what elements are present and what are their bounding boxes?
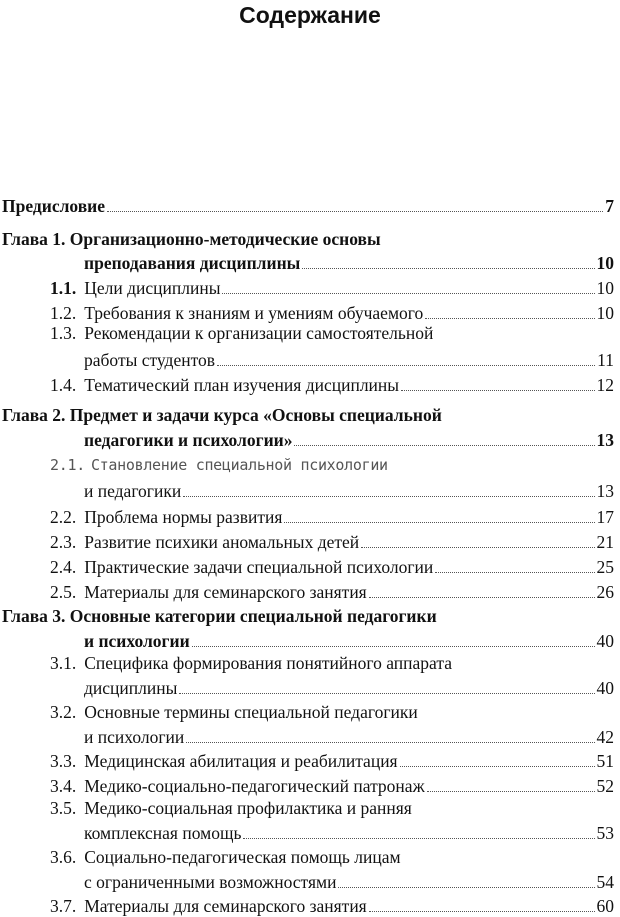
leader-dots bbox=[302, 268, 594, 269]
toc-entry-page: 13 bbox=[596, 430, 614, 450]
toc-entry-page: 10 bbox=[596, 278, 614, 298]
toc-entry-number: 2.3. bbox=[50, 532, 77, 552]
leader-dots bbox=[179, 693, 594, 694]
toc-entry-page: 54 bbox=[596, 872, 614, 892]
toc-entry-number: 3.7. bbox=[50, 896, 77, 916]
toc-entry-3-5[interactable] bbox=[84, 820, 614, 844]
toc-entry-3-2[interactable] bbox=[84, 724, 614, 748]
toc-entry-label: и психологии bbox=[84, 727, 185, 747]
toc-entry-1-4[interactable] bbox=[50, 372, 614, 396]
toc-entry-page: 10 bbox=[596, 303, 614, 323]
toc-entry-page: 11 bbox=[597, 350, 614, 370]
toc-entry-number: 3.1. bbox=[50, 653, 77, 673]
toc-entry-page: 60 bbox=[596, 896, 614, 916]
toc-entry-number: 3.4. bbox=[50, 776, 77, 796]
toc-entry-label: Предисловие bbox=[2, 196, 106, 216]
toc-entry-2-2[interactable] bbox=[50, 504, 614, 528]
toc-entry-number: 1.3. bbox=[50, 323, 77, 343]
toc-entry-number: 3.3. bbox=[50, 751, 77, 771]
toc-entry-2-1-first-line[interactable] bbox=[50, 454, 388, 476]
leader-dots bbox=[369, 597, 595, 598]
toc-entry-label: и педагогики bbox=[84, 481, 182, 501]
toc-entry-number: 1.4. bbox=[50, 375, 77, 395]
toc-entry-3-6[interactable] bbox=[84, 869, 614, 893]
toc-entry-label: Медицинская абилитация и реабилитация bbox=[84, 751, 398, 771]
toc-entry-page: 13 bbox=[596, 481, 614, 501]
toc-entry-label: Проблема нормы развития bbox=[84, 507, 283, 527]
toc-entry-label: Социально-педагогическая помощь лицам bbox=[84, 847, 401, 867]
toc-entry-3-1-first-line[interactable] bbox=[50, 652, 452, 674]
toc-entry-3-2-first-line[interactable] bbox=[50, 701, 418, 723]
leader-dots bbox=[192, 646, 595, 647]
toc-chapter-3-title[interactable]: Глава 3. Основные категории специальной педагогики bbox=[2, 606, 437, 626]
toc-entry-1-3[interactable] bbox=[84, 347, 614, 371]
toc-entry-label: Основные термины специальной педагогики bbox=[84, 702, 418, 722]
leader-dots bbox=[294, 445, 594, 446]
toc-entry-number: 3.6. bbox=[50, 847, 77, 867]
toc-entry-page: 52 bbox=[596, 776, 614, 796]
toc-entry-number: 2.2. bbox=[50, 507, 77, 527]
toc-entry-label: комплексная помощь bbox=[84, 823, 242, 843]
leader-dots bbox=[401, 390, 594, 391]
toc-entry-2-5[interactable] bbox=[50, 579, 614, 603]
toc-entry-3-7[interactable] bbox=[50, 893, 614, 917]
page-title: Содержание bbox=[239, 2, 381, 28]
toc-entry-label: Тематический план изучения дисциплины bbox=[84, 375, 400, 395]
leader-dots bbox=[361, 547, 594, 548]
leader-dots bbox=[186, 742, 594, 743]
leader-dots bbox=[338, 887, 594, 888]
toc-entry-2-3[interactable] bbox=[50, 529, 614, 553]
leader-dots bbox=[369, 911, 595, 912]
toc-entry-label: Становление специальной психологии bbox=[90, 456, 388, 474]
toc-chapter-2-title[interactable]: Глава 2. Предмет и задачи курса «Основы специальной bbox=[2, 405, 442, 425]
toc-entry-label: Медико-социальная профилактика и ранняя bbox=[84, 798, 412, 818]
toc-entry-chapter-3[interactable] bbox=[84, 628, 614, 652]
leader-dots bbox=[243, 838, 594, 839]
toc-entry-label: работы студентов bbox=[84, 350, 216, 370]
toc-entry-3-6-first-line[interactable] bbox=[50, 846, 401, 868]
toc-entry-number: 2.5. bbox=[50, 582, 77, 602]
toc-entry-label: Медико-социально-педагогический патронаж bbox=[84, 776, 425, 796]
toc-entry-page: 26 bbox=[596, 582, 614, 602]
toc-entry-label: Развитие психики аномальных детей bbox=[84, 532, 360, 552]
leader-dots bbox=[400, 766, 595, 767]
toc-entry-label: Материалы для семинарского занятия bbox=[84, 582, 367, 602]
toc-entry-label: Практические задачи специальной психологии bbox=[84, 557, 434, 577]
toc-entry-label: Цели дисциплины bbox=[84, 278, 221, 298]
toc-entry-page: 21 bbox=[596, 532, 614, 552]
toc-entry-chapter-1[interactable] bbox=[84, 250, 614, 274]
toc-entry-label: с ограниченными возможностями bbox=[84, 872, 337, 892]
toc-entry-3-5-first-line[interactable] bbox=[50, 797, 412, 819]
toc-entry-number: 3.2. bbox=[50, 702, 77, 722]
toc-entry-preface[interactable] bbox=[2, 193, 614, 217]
toc-entry-page: 53 bbox=[596, 823, 614, 843]
toc-entry-label: Рекомендации к организации самостоятельной bbox=[84, 323, 434, 343]
toc-entry-page: 51 bbox=[596, 751, 614, 771]
toc-entry-number: 1.2. bbox=[50, 303, 77, 323]
toc-entry-page: 40 bbox=[596, 631, 614, 651]
toc-entry-2-1[interactable] bbox=[84, 478, 614, 502]
toc-entry-number: 3.5. bbox=[50, 798, 77, 818]
toc-entry-number: 2.1. bbox=[50, 456, 85, 474]
toc-entry-chapter-2[interactable] bbox=[84, 427, 614, 451]
toc-entry-3-4[interactable] bbox=[50, 773, 614, 797]
toc-entry-1-2[interactable] bbox=[50, 300, 614, 324]
toc-entry-1-3-first-line[interactable] bbox=[50, 322, 433, 344]
leader-dots bbox=[217, 365, 595, 366]
leader-dots bbox=[427, 791, 595, 792]
toc-entry-page: 42 bbox=[596, 727, 614, 747]
toc-entry-label: дисциплины bbox=[84, 678, 178, 698]
toc-entry-2-4[interactable] bbox=[50, 554, 614, 578]
leader-dots bbox=[284, 522, 594, 523]
leader-dots bbox=[222, 293, 594, 294]
toc-entry-page: 7 bbox=[605, 196, 614, 216]
toc-entry-label: и психологии bbox=[84, 631, 190, 651]
toc-entry-label: преподавания дисциплины bbox=[84, 253, 301, 273]
toc-entry-label: Требования к знаниям и умениям обучаемого bbox=[84, 303, 424, 323]
toc-entry-number: 2.4. bbox=[50, 557, 77, 577]
toc-entry-3-1[interactable] bbox=[84, 675, 614, 699]
toc-entry-label: педагогики и психологии» bbox=[84, 430, 293, 450]
leader-dots bbox=[183, 496, 594, 497]
leader-dots bbox=[435, 572, 594, 573]
toc-entry-1-1[interactable] bbox=[50, 275, 614, 299]
leader-dots bbox=[107, 211, 603, 212]
toc-entry-page: 12 bbox=[596, 375, 614, 395]
toc-entry-3-3[interactable] bbox=[50, 748, 614, 772]
toc-entry-label: Специфика формирования понятийного аппарата bbox=[84, 653, 452, 673]
toc-entry-page: 40 bbox=[596, 678, 614, 698]
toc-entry-label: Материалы для семинарского занятия bbox=[84, 896, 367, 916]
toc-entry-page: 10 bbox=[596, 253, 614, 273]
toc-entry-page: 25 bbox=[596, 557, 614, 577]
toc-chapter-1-title[interactable]: Глава 1. Организационно-методические основы bbox=[2, 229, 381, 249]
leader-dots bbox=[425, 318, 594, 319]
toc-entry-page: 17 bbox=[596, 507, 614, 527]
toc-entry-number: 1.1. bbox=[50, 278, 77, 298]
